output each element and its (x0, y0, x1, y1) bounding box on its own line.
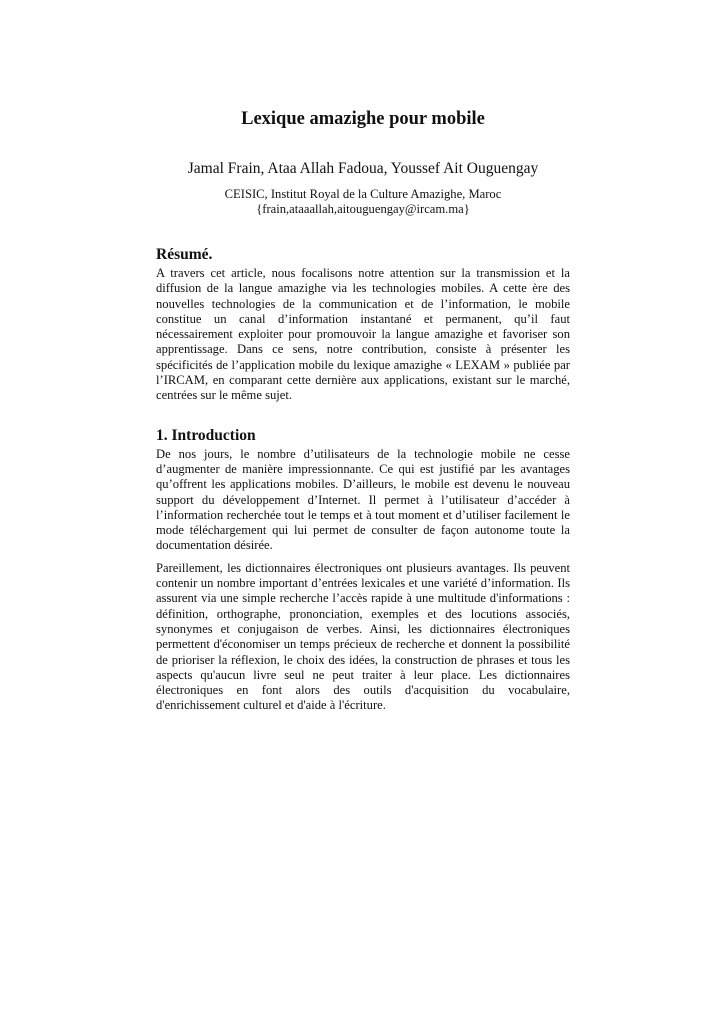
introduction-paragraph-2: Pareillement, les dictionnaires électroniques ont plusieurs avantages. Ils peuvent contenir un nombre important d’entrées lexicales et une variété d’information. Ils assurent via une simple recherche l’accès rapide à une multitude d'informations : définition, orthographe, prononciation, exemples et des locutions associés, synonymes et conjugaison de verbes. Ainsi, les dictionnaires électroniques permettent d'économiser un temps précieux de recherche et donnent la possibilité de prioriser la réflexion, le choix des idées, la construction de phrases et tous les aspects qu'aucun livre seul ne peut traiter à leur place. Les dictionnaires électroniques en font alors des outils d'acquisition du vocabulaire, d'enrichissement culturel et d'aide à l'écriture. (156, 560, 570, 713)
affiliation: CEISIC, Institut Royal de la Culture Amazighe, Maroc (224, 187, 502, 201)
introduction-paragraph-1: De nos jours, le nombre d’utilisateurs de la technologie mobile ne cesse d’augmenter de manière impressionnante. Ce qui est justifié par les avantages qu’offrent les applications mobiles. D’ailleurs, le mobile est devenu le nouveau support du développement d’Internet. Il permet à l’utilisateur d’accéder à l’information recherchée tout le temps et à tout moment et d’utiliser facilement le mode téléchargement qui lui permet de consulter de façon autonome toute la documentation désirée. (156, 446, 570, 553)
paper-page (156, 100, 570, 714)
abstract-heading: Résumé. (156, 246, 213, 263)
introduction-heading: 1. Introduction (156, 426, 256, 444)
abstract-text: A travers cet article, nous focalisons notre attention sur la transmission et la diffusion de la langue amazighe via les technologies mobiles. A cette ère des nouvelles technologies de la communication et de l’information, le mobile constitue un canal d’information instantané et permanent, qu’il faut nécessairement exploiter pour promouvoir la langue amazighe et favoriser son apprentissage. Dans ce sens, notre contribution, consiste à présenter les spécificités de l’application mobile du lexique amazighe « LEXAM » publiée par l’IRCAM, en comparant cette dernière aux applications, existant sur le marché, centrées sur le même sujet. (156, 266, 570, 403)
paper-title: Lexique amazighe pour mobile (241, 109, 485, 129)
author-emails: {frain,ataaallah,aitouguengay@ircam.ma} (256, 202, 470, 216)
author-list: Jamal Frain, Ataa Allah Fadoua, Youssef Ait Ouguengay (187, 160, 539, 177)
